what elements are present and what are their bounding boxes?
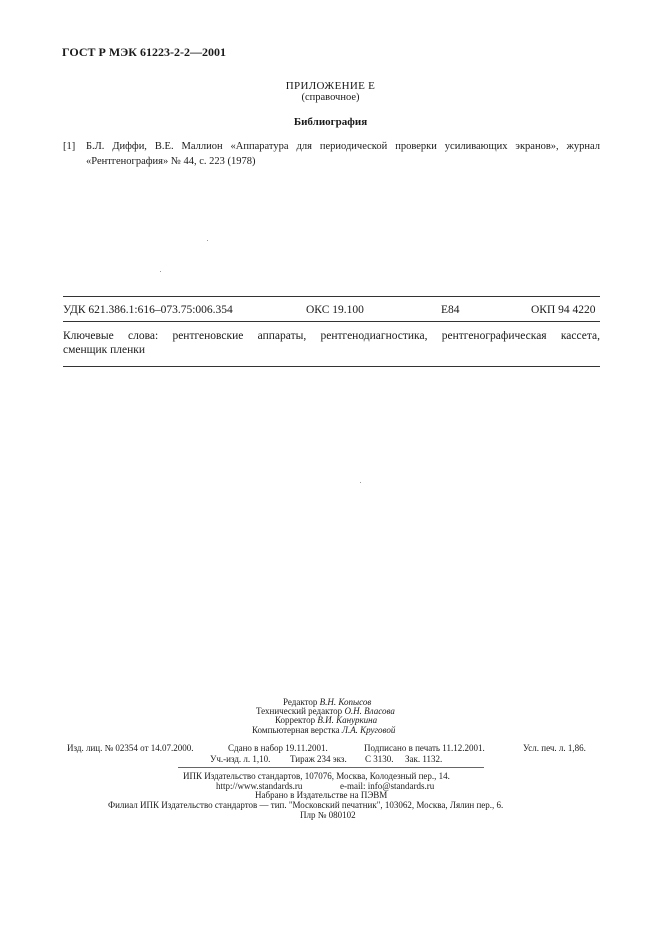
print-sheets-text: Усл. печ. л. 1,86.	[523, 743, 586, 753]
reference-text-line-1: Б.Л. Диффи, В.Е. Маллион «Аппаратура для периодической проверки усиливающих экранов», журнал	[86, 141, 600, 152]
bibliography-title: Библиография	[293, 116, 368, 128]
corrector-line: Корректор В.И. Кануркина	[275, 715, 378, 725]
branch-text: Филиал ИПК Издательство стандартов — тип. "Московский печатник", 103062, Москва, Лялин пер., 6.	[108, 800, 504, 810]
pub-sheets-text: Уч.-изд. л. 1,10.	[210, 754, 271, 764]
scan-speck	[160, 271, 161, 272]
signed-text: Подписано в печать 11.12.2001.	[364, 743, 485, 753]
editor-line: Редактор В.Н. Копысов	[283, 697, 372, 707]
divider-bottom	[63, 366, 600, 367]
layout-line: Компьютерная верстка Л.А. Круговой	[252, 725, 396, 735]
email-link[interactable]: e-mail: info@standards.ru	[340, 781, 435, 791]
udk-code: УДК 621.386.1:616–073.75:006.354	[63, 304, 233, 316]
reference-text-line-2: «Рентгенография» № 44, с. 223 (1978)	[86, 156, 256, 167]
license-text: Изд. лиц. № 02354 от 14.07.2000.	[67, 743, 194, 753]
scan-speck	[207, 240, 208, 241]
scan-speck	[360, 482, 361, 483]
keywords-line-1: Ключевые слова: рентгеновские аппараты, рентгенодиагностика, рентгенографическая кассета,	[63, 330, 600, 342]
plr-text: Плр № 080102	[300, 810, 356, 820]
website-link[interactable]: http://www.standards.ru	[216, 781, 303, 791]
appendix-title: ПРИЛОЖЕНИЕ Е	[285, 80, 376, 92]
divider-middle	[63, 321, 600, 322]
keywords-line-2: сменщик пленки	[63, 344, 146, 356]
reference-number: [1]	[63, 141, 76, 152]
c-code-text: С 3130.	[365, 754, 394, 764]
typeset-text: Набрано в Издательстве на ПЭВМ	[255, 790, 388, 800]
tech-editor-line: Технический редактор О.Н. Власова	[256, 706, 395, 716]
divider-top	[63, 296, 600, 297]
group-code: Е84	[441, 304, 460, 316]
publisher-text: ИПК Издательство стандартов, 107076, Москва, Колодезный пер., 14.	[183, 771, 450, 781]
oks-code: ОКС 19.100	[306, 304, 364, 316]
okp-code: ОКП 94 4220	[531, 304, 596, 316]
appendix-subtitle: (справочное)	[301, 92, 360, 103]
document-id: ГОСТ Р МЭК 61223-2-2—2001	[62, 45, 226, 59]
imprint-divider	[178, 767, 484, 768]
order-text: Зак. 1132.	[405, 754, 443, 764]
run-text: Тираж 234 экз.	[290, 754, 347, 764]
sent-to-set-text: Сдано в набор 19.11.2001.	[228, 743, 328, 753]
